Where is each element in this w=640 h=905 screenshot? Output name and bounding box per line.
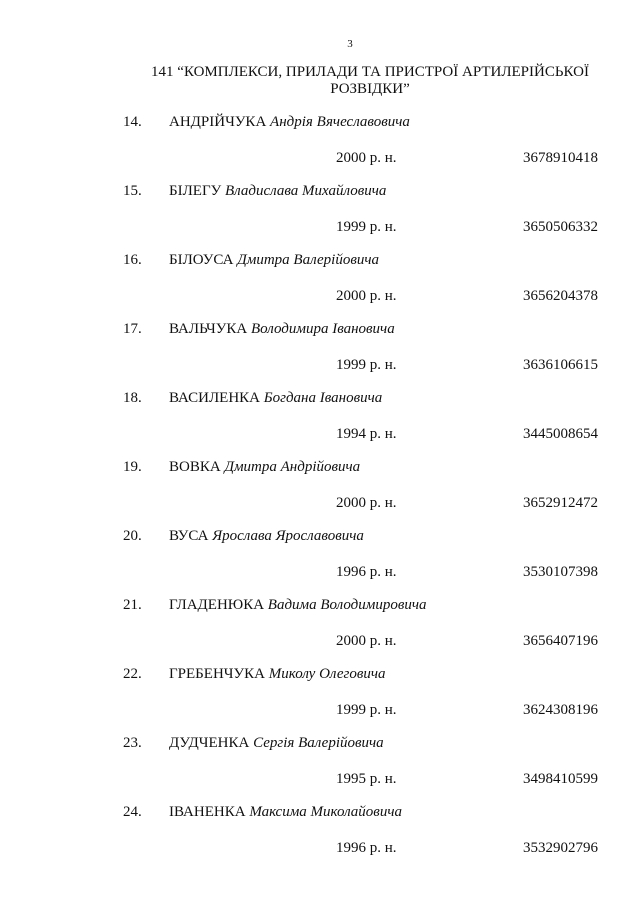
entry-surname: АНДРІЙЧУКА	[169, 114, 267, 130]
entry-given-names: Вадима Володимировича	[267, 597, 427, 613]
entry-id-code: 3650506332	[523, 219, 598, 235]
entry-surname: ГРЕБЕНЧУКА	[169, 666, 265, 682]
list-item	[0, 390, 640, 459]
list-item	[0, 666, 640, 735]
entry-name	[169, 183, 386, 200]
entry-number: 21.	[123, 597, 142, 613]
entry-birth-year: 2000 р. н.	[336, 150, 397, 166]
entry-number: 16.	[123, 252, 142, 268]
entry-name	[169, 390, 382, 407]
entry-given-names: Андрія Вячеславовича	[270, 114, 410, 130]
entry-birth-year: 2000 р. н.	[336, 495, 397, 511]
entry-name	[169, 114, 410, 131]
entry-name	[169, 735, 384, 752]
entry-name	[169, 528, 364, 545]
list-item	[0, 735, 640, 804]
entry-id-code: 3678910418	[523, 150, 598, 166]
entry-number: 19.	[123, 459, 142, 475]
list-item	[0, 528, 640, 597]
entry-given-names: Владислава Михайловича	[225, 183, 387, 199]
entry-given-names: Володимира Івановича	[250, 321, 395, 337]
entry-birth-year: 1999 р. н.	[336, 357, 397, 373]
entry-id-code: 3636106615	[523, 357, 598, 373]
entry-birth-year: 1999 р. н.	[336, 702, 397, 718]
entry-number: 15.	[123, 183, 142, 199]
entry-name	[169, 597, 427, 614]
list-item	[0, 597, 640, 666]
entry-surname: БІЛОУСА	[169, 252, 234, 268]
entry-surname: ДУДЧЕНКА	[169, 735, 250, 751]
entry-number: 24.	[123, 804, 142, 820]
entry-given-names: Ярослава Ярославовича	[212, 528, 364, 544]
entry-number: 18.	[123, 390, 142, 406]
entry-birth-year: 1999 р. н.	[336, 219, 397, 235]
entry-surname: ГЛАДЕНЮКА	[169, 597, 265, 613]
entry-given-names: Сергія Валерійовича	[253, 735, 384, 751]
entry-surname: БІЛЕГУ	[169, 183, 222, 199]
entry-surname: ІВАНЕНКА	[169, 804, 246, 820]
entry-id-code: 3656204378	[523, 288, 598, 304]
page-number: 3	[347, 38, 353, 50]
entry-id-code: 3652912472	[523, 495, 598, 511]
entry-id-code: 3656407196	[523, 633, 598, 649]
entry-given-names: Дмитра Валерійовича	[237, 252, 380, 268]
entry-given-names: Дмитра Андрійовича	[224, 459, 361, 475]
entry-id-code: 3445008654	[523, 426, 598, 442]
entry-name	[169, 666, 386, 683]
entry-number: 20.	[123, 528, 142, 544]
entry-number: 17.	[123, 321, 142, 337]
entry-birth-year: 2000 р. н.	[336, 288, 397, 304]
list-item	[0, 183, 640, 252]
entry-given-names: Богдана Івановича	[263, 390, 383, 406]
list-item	[0, 804, 640, 873]
entry-birth-year: 1995 р. н.	[336, 771, 397, 787]
entry-surname: ВУСА	[169, 528, 209, 544]
entry-surname: ВОВКА	[169, 459, 221, 475]
list-item	[0, 252, 640, 321]
entry-id-code: 3530107398	[523, 564, 598, 580]
entry-surname: ВАСИЛЕНКА	[169, 390, 260, 406]
entry-surname: ВАЛЬЧУКА	[169, 321, 248, 337]
entry-id-code: 3498410599	[523, 771, 598, 787]
entry-id-code: 3624308196	[523, 702, 598, 718]
personnel-list	[0, 114, 640, 873]
entry-name	[169, 321, 395, 338]
entry-birth-year: 1996 р. н.	[336, 840, 397, 856]
entry-id-code: 3532902796	[523, 840, 598, 856]
entry-birth-year: 2000 р. н.	[336, 633, 397, 649]
section-heading	[100, 64, 640, 98]
section-heading-line-1: 141 “КОМПЛЕКСИ, ПРИЛАДИ ТА ПРИСТРОЇ АРТИЛЕРІЙСЬКОЇ	[151, 64, 589, 80]
entry-given-names: Миколу Олеговича	[268, 666, 386, 682]
list-item	[0, 459, 640, 528]
entry-name	[169, 459, 360, 476]
list-item	[0, 114, 640, 183]
entry-number: 22.	[123, 666, 142, 682]
entry-given-names: Максима Миколайовича	[249, 804, 402, 820]
section-heading-line-2: РОЗВІДКИ”	[330, 81, 410, 97]
entry-name	[169, 252, 379, 269]
entry-name	[169, 804, 402, 821]
entry-birth-year: 1996 р. н.	[336, 564, 397, 580]
list-item	[0, 321, 640, 390]
entry-birth-year: 1994 р. н.	[336, 426, 397, 442]
entry-number: 14.	[123, 114, 142, 130]
entry-number: 23.	[123, 735, 142, 751]
